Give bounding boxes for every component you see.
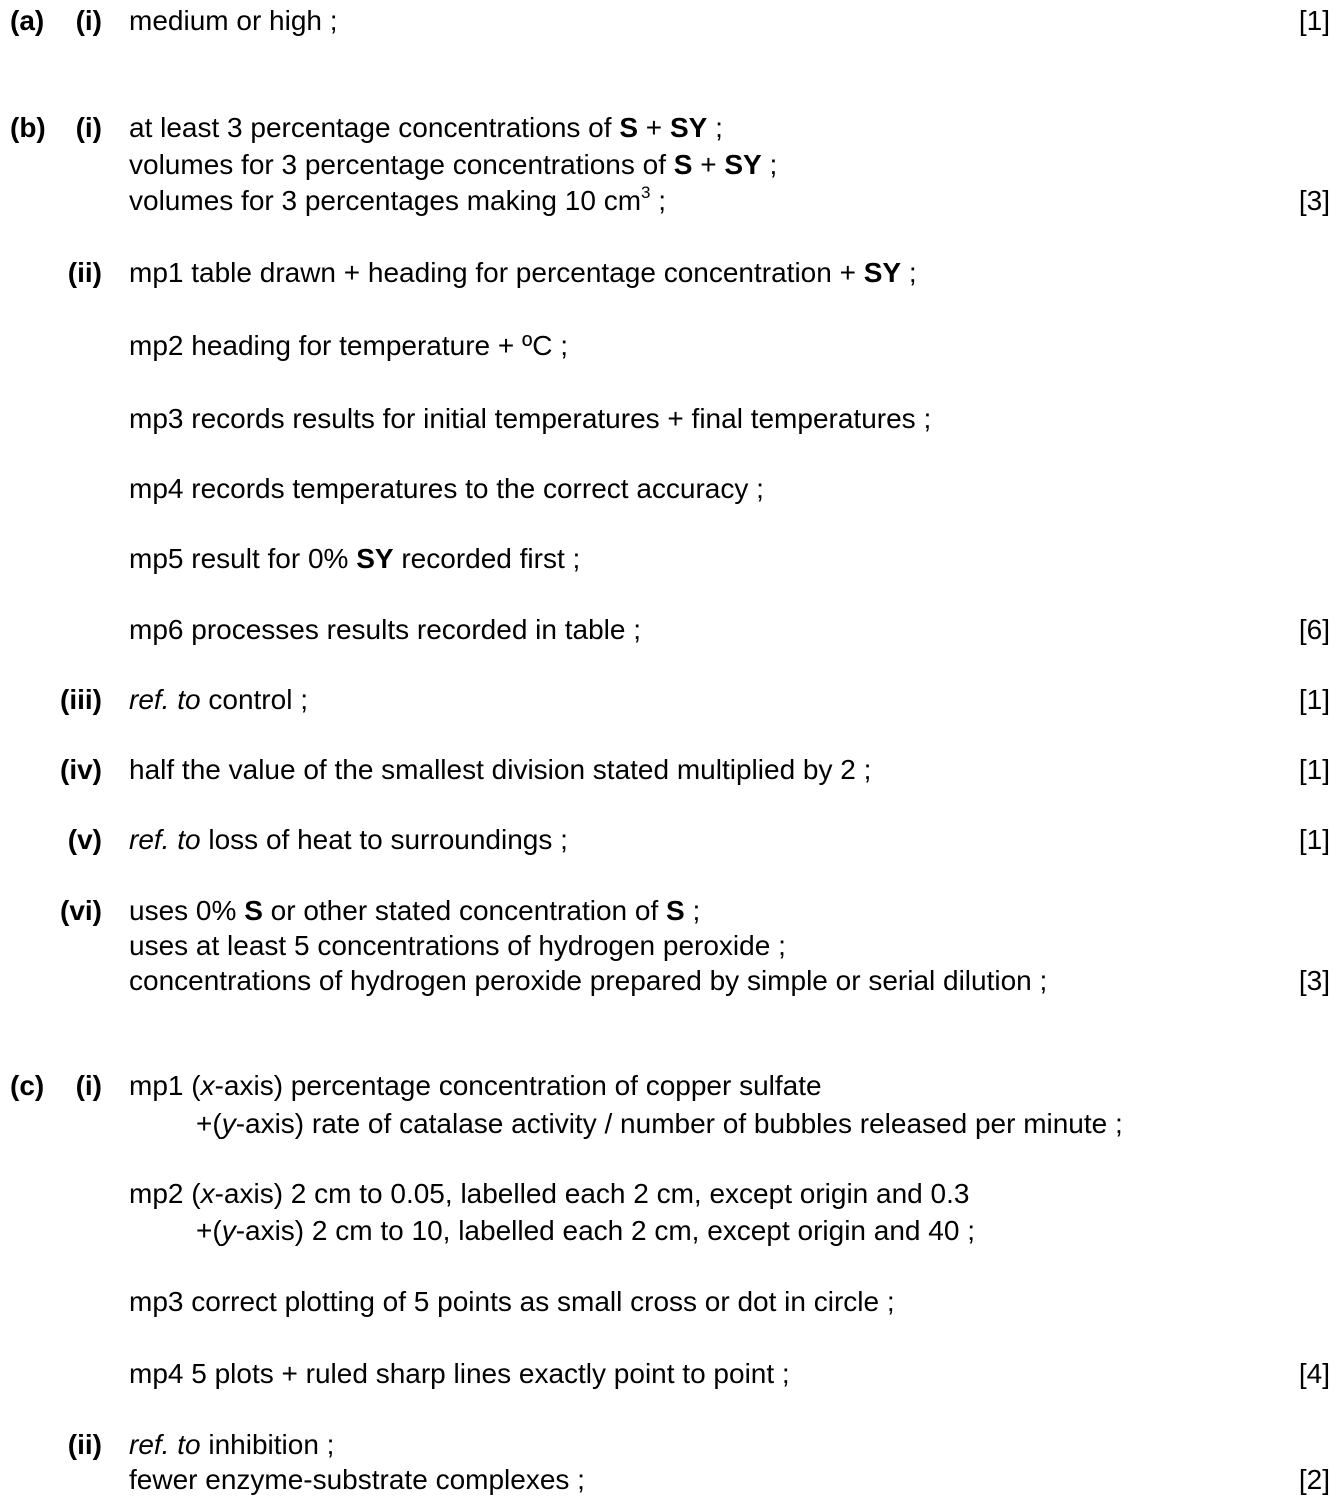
b-ii-mp4: mp4 records temperatures to the correct accuracy ; (129, 473, 764, 504)
b-vi-line-1: uses 0% S or other stated concentration of S ; (129, 895, 701, 926)
b-iii-answer: ref. to control ; (129, 684, 308, 715)
c-i-mark: [4] (1298, 1358, 1330, 1389)
c-i-label: (i) (75, 1070, 102, 1101)
b-iv-answer: half the value of the smallest division stated multiplied by 2 ; (129, 754, 872, 785)
b-vi-label: (vi) (60, 895, 102, 926)
c-i-mp2-line-2: +(y-axis) 2 cm to 10, labelled each 2 cm, except origin and 40 ; (196, 1215, 975, 1246)
c-i-mp4: mp4 5 plots + ruled sharp lines exactly point to point ; (129, 1358, 790, 1389)
part-c-label: (c) (10, 1070, 45, 1101)
b-i-label: (i) (75, 112, 102, 143)
c-ii-mark: [2] (1298, 1464, 1330, 1495)
b-v-mark: [1] (1298, 824, 1330, 855)
b-i-line-1: at least 3 percentage concentrations of S + SY ; (129, 112, 723, 143)
c-i-mp1-line-1: mp1 (x-axis) percentage concentration of copper sulfate (129, 1070, 822, 1101)
part-b-label: (b) (10, 112, 46, 143)
b-ii-mp6: mp6 processes results recorded in table ; (129, 614, 642, 645)
b-vi-mark: [3] (1298, 965, 1330, 996)
c-i-mp3: mp3 correct plotting of 5 points as small cross or dot in circle ; (129, 1286, 895, 1317)
b-ii-label: (ii) (67, 257, 102, 288)
a-i-mark: [1] (1298, 5, 1330, 36)
c-i-mp1-line-2: +(y-axis) rate of catalase activity / number of bubbles released per minute ; (196, 1108, 1123, 1139)
b-iii-mark: [1] (1298, 684, 1330, 715)
b-ii-mp2: mp2 heading for temperature + ºC ; (129, 330, 569, 361)
b-i-line-2: volumes for 3 percentage concentrations of S + SY ; (129, 149, 778, 180)
b-v-label: (v) (67, 824, 102, 855)
c-ii-line-2: fewer enzyme-substrate complexes ; (129, 1464, 585, 1495)
c-ii-line-1: ref. to inhibition ; (129, 1429, 335, 1460)
b-ii-mark: [6] (1298, 614, 1330, 645)
b-iii-label: (iii) (60, 684, 102, 715)
part-a-label: (a) (10, 5, 45, 36)
b-i-line-3: volumes for 3 percentages making 10 $cm^3$ ; (129, 183, 667, 216)
b-ii-mp1: mp1 table drawn + heading for percentage concentration + SY ; (129, 257, 917, 288)
b-iv-mark: [1] (1298, 754, 1330, 785)
b-vi-line-3: concentrations of hydrogen peroxide prepared by simple or serial dilution ; (129, 965, 1048, 996)
c-i-mp2-line-1: mp2 (x-axis) 2 cm to 0.05, labelled each 2 cm, except origin and 0.3 (129, 1178, 970, 1209)
c-ii-label: (ii) (67, 1429, 102, 1460)
a-i-label: (i) (75, 5, 102, 36)
b-iv-label: (iv) (60, 754, 102, 785)
b-vi-line-2: uses at least 5 concentrations of hydrogen peroxide ; (129, 930, 786, 961)
b-ii-mp3: mp3 records results for initial temperatures + final temperatures ; (129, 403, 932, 434)
b-ii-mp5: mp5 result for 0% SY recorded first ; (129, 543, 581, 574)
b-v-answer: ref. to loss of heat to surroundings ; (129, 824, 568, 855)
b-i-mark: [3] (1298, 185, 1330, 216)
a-i-answer: medium or high ; (129, 5, 338, 36)
